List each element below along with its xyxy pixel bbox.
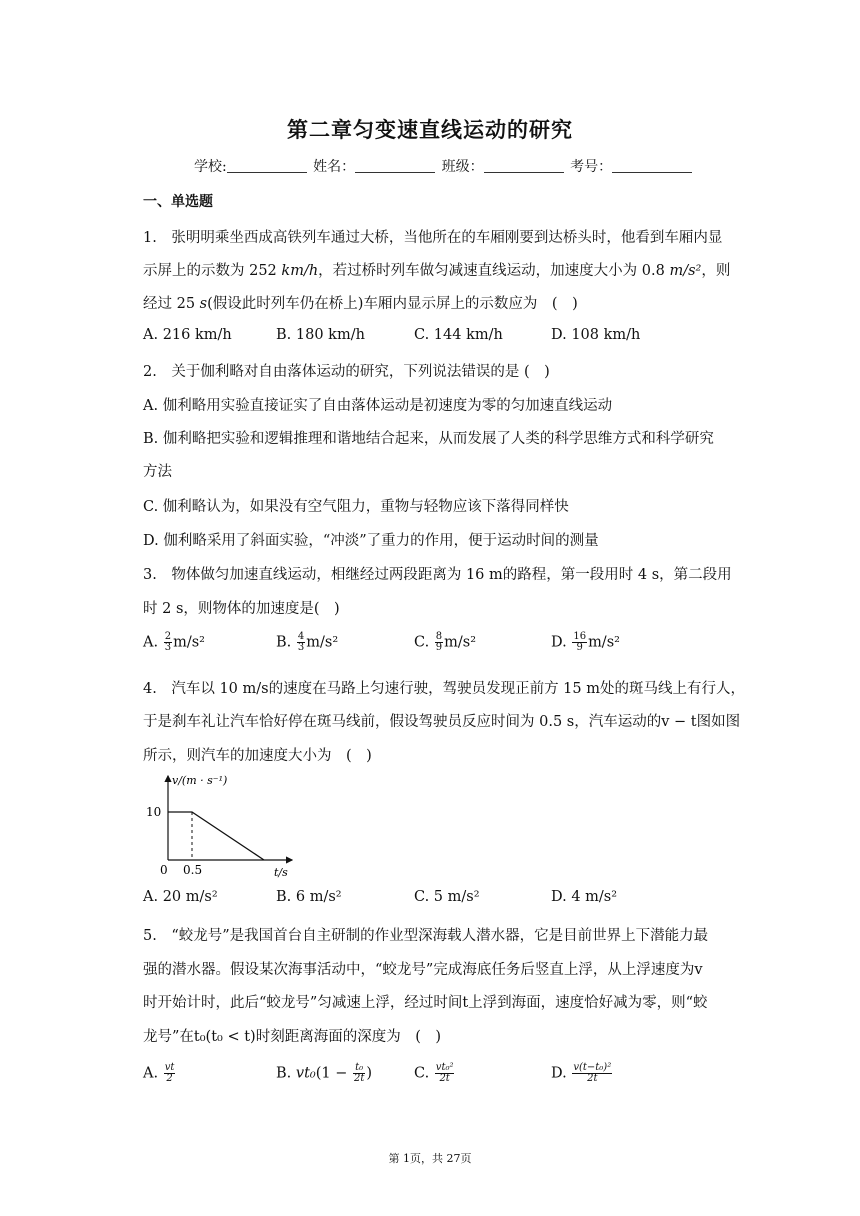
student-info-line [194, 156, 694, 176]
q1-option-d[interactable]: D. 108 km/h [551, 327, 641, 343]
q5-line-2: 强的潜水器。假设某次海事活动中，“蛟龙号”完成海底任务后竖直上浮，从上浮速度为v [143, 962, 703, 978]
page-footer: 第 1页，共 27页 [388, 1152, 472, 1165]
numerator: t₀ [353, 1063, 365, 1074]
numerator: 8 [435, 631, 443, 642]
q3-line-2: 时 2 s，则物体的加速度是( ) [143, 601, 340, 617]
denominator: 9 [576, 642, 583, 653]
numerator: v(t−t₀)² [573, 1062, 612, 1073]
option-label: C. [414, 1065, 430, 1082]
class-label: 班级： [441, 159, 484, 175]
name-blank[interactable] [355, 158, 435, 173]
q4-option-c[interactable]: C. 5 m/s² [414, 889, 480, 905]
velocity-time-graph [140, 770, 300, 882]
q3-option-b[interactable] [276, 632, 338, 653]
q5-option-b[interactable] [276, 1063, 372, 1084]
q2-line-1: 2. 关于伽利略对自由落体运动的研究，下列说法错误的是 ( ) [143, 364, 550, 380]
q1-unit: m/s² [669, 263, 702, 279]
q3-option-a[interactable] [143, 632, 205, 653]
unit: m/s² [306, 634, 339, 651]
option-label: A. [143, 634, 159, 651]
q1-text: ，则 [701, 263, 731, 279]
q1-text: (假设此时列车仍在桥上)车厢内显示屏上的示数应为 ( ) [207, 296, 578, 312]
class-blank[interactable] [484, 158, 564, 173]
unit: m/s² [444, 634, 477, 651]
expr-prefix: vt₀ [295, 1065, 316, 1082]
x-tick-label: 0.5 [183, 863, 203, 877]
q5-line-3: 时开始计时，此后“蛟龙号”匀减速上浮，经过时间t上浮到海面，速度恰好减为零，则“蛟 [143, 995, 708, 1011]
unit: m/s² [588, 634, 620, 651]
option-label: D. [551, 1065, 567, 1082]
fraction [572, 632, 587, 653]
origin-label: 0 [160, 863, 168, 877]
velocity-line [168, 812, 264, 860]
fraction [353, 1063, 365, 1084]
option-label: C. [414, 634, 430, 651]
name-label: 姓名： [313, 159, 356, 175]
q4-line-1: 4. 汽车以 10 m/s的速度在马路上匀速行驶，驾驶员发现正前方 15 m处的斑马线上有行人， [143, 681, 745, 697]
number-label: 考号： [570, 159, 613, 175]
expr-paren: (1 − [315, 1065, 352, 1082]
q5-option-a[interactable] [143, 1063, 176, 1084]
option-label: D. [551, 634, 567, 651]
option-label: B. [276, 634, 292, 651]
q2-option-b[interactable]: B. 伽利略把实验和逻辑推理和谐地结合起来，从而发展了人类的科学思维方式和科学研究 [143, 431, 714, 447]
q4-option-a[interactable]: A. 20 m/s² [143, 889, 218, 905]
section-heading: 一、单选题 [143, 194, 213, 210]
q5-line-4: 龙号”在t₀(t₀ < t)时刻距离海面的深度为 ( ) [143, 1029, 442, 1045]
denominator: 2 [166, 1073, 173, 1084]
fraction [572, 1063, 612, 1084]
page-title: 第二章匀变速直线运动的研究 [287, 118, 573, 142]
numerator: 4 [297, 631, 305, 642]
y-tick-label: 10 [146, 805, 162, 819]
q2-option-c[interactable]: C. 伽利略认为，如果没有空气阻力，重物与轻物应该下落得同样快 [143, 499, 569, 515]
numerator: vt₀² [435, 1062, 454, 1073]
option-label: B. [276, 1065, 292, 1082]
school-label: 学校: [194, 159, 227, 175]
fraction [164, 1063, 176, 1084]
school-blank[interactable] [227, 158, 307, 173]
fraction [435, 632, 443, 653]
denominator: 3 [164, 642, 172, 653]
denominator: 2t [353, 1073, 365, 1084]
q1-unit: km/h [281, 263, 319, 279]
denominator: 9 [435, 642, 443, 653]
q2-option-b-cont: 方法 [143, 464, 172, 480]
numerator: 2 [164, 631, 172, 642]
fraction [435, 1063, 455, 1084]
q4-option-d[interactable]: D. 4 m/s² [551, 889, 618, 905]
q1-line-3 [143, 292, 578, 313]
q4-line-3: 所示，则汽车的加速度大小为 ( ) [143, 748, 372, 764]
expr-suffix: ) [366, 1065, 373, 1082]
q1-text: 经过 25 [143, 296, 200, 312]
q2-option-a[interactable]: A. 伽利略用实验直接证实了自由落体运动是初速度为零的匀加速直线运动 [143, 398, 613, 414]
denominator: 3 [297, 642, 305, 653]
q5-line-1: 5. “蛟龙号”是我国首台自主研制的作业型深海载人潜水器，它是目前世界上下潜能力最 [143, 928, 709, 944]
q3-option-c[interactable] [414, 632, 476, 653]
q4-option-b[interactable]: B. 6 m/s² [276, 889, 342, 905]
q1-option-c[interactable]: C. 144 km/h [414, 327, 503, 343]
q1-text: ，若过桥时列车做匀减速直线运动，加速度大小为 0.8 [318, 263, 670, 279]
q4-line-2: 于是刹车礼让汽车恰好停在斑马线前，假设驾驶员反应时间为 0.5 s，汽车运动的v − t图如图 [143, 714, 741, 730]
q1-option-b[interactable]: B. 180 km/h [276, 327, 365, 343]
unit: m/s² [173, 634, 205, 651]
y-axis-label: v/(m · s⁻¹) [172, 774, 228, 787]
q3-line-1: 3. 物体做匀加速直线运动，相继经过两段距离为 16 m的路程，第一段用时 4 s，第二段用 [143, 567, 732, 583]
q1-option-a[interactable]: A. 216 km/h [143, 327, 232, 343]
numerator: vt [164, 1062, 175, 1073]
x-axis-label: t/s [274, 866, 288, 879]
q1-line-1: 1. 张明明乘坐西成高铁列车通过大桥，当他所在的车厢刚要到达桥头时，他看到车厢内显 [143, 230, 723, 246]
denominator: 2t [587, 1073, 598, 1084]
q3-option-d[interactable] [551, 632, 620, 653]
fraction [297, 632, 305, 653]
q1-line-2 [143, 259, 730, 280]
option-label: A. [143, 1065, 159, 1082]
numerator: 16 [573, 631, 587, 642]
denominator: 2t [439, 1073, 450, 1084]
q1-text: 示屏上的示数为 252 [143, 263, 282, 279]
q5-option-d[interactable] [551, 1063, 613, 1084]
fraction [164, 632, 172, 653]
q5-option-c[interactable] [414, 1063, 455, 1084]
number-blank[interactable] [612, 158, 692, 173]
q2-option-d[interactable]: D. 伽利略采用了斜面实验，“冲淡”了重力的作用，便于运动时间的测量 [143, 533, 599, 549]
q1-unit: s [199, 296, 208, 312]
